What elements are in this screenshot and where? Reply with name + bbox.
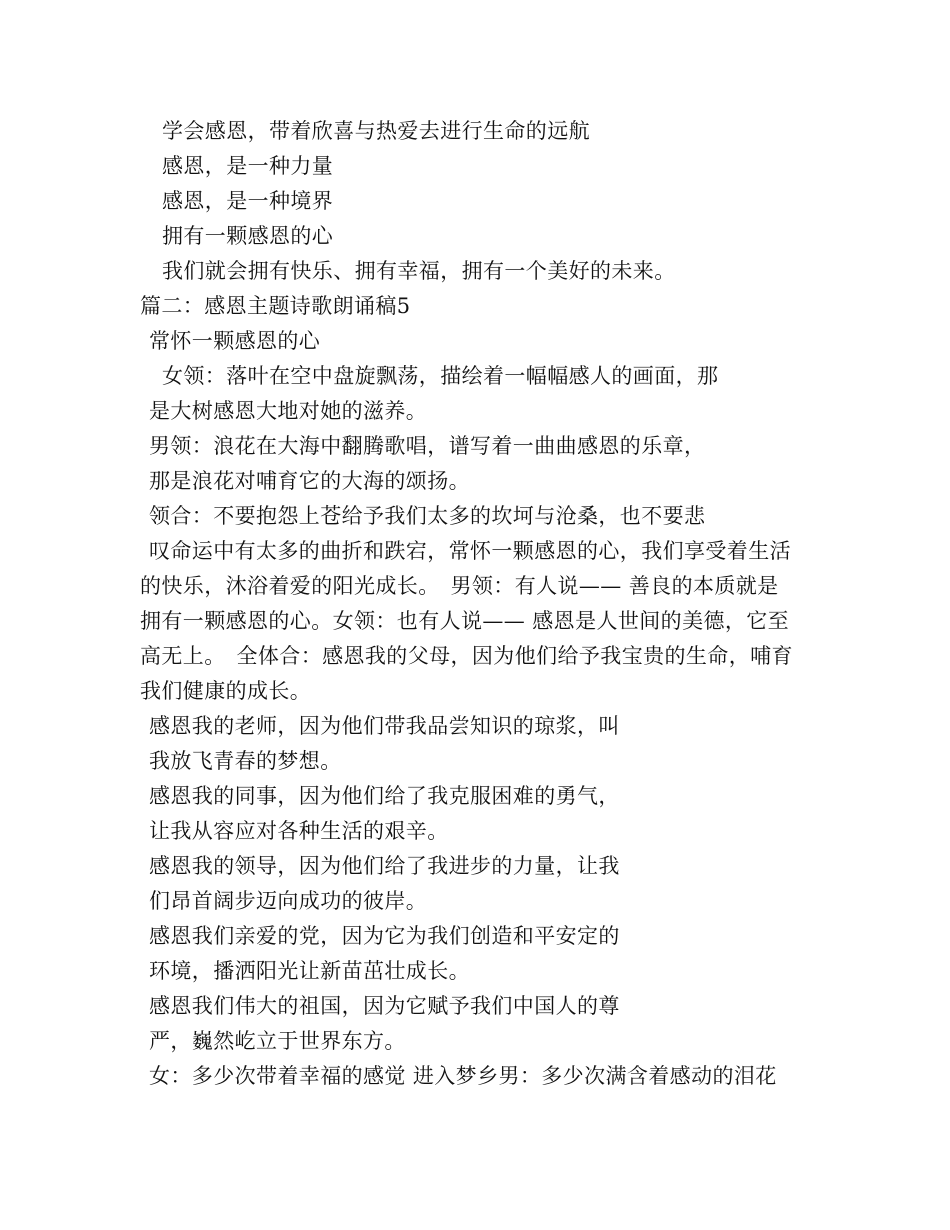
text-line: 感恩，是一种力量 xyxy=(162,154,334,178)
text-line: 感恩，是一种境界 xyxy=(162,189,334,213)
text-line: 感恩我的领导，因为他们给了我进步的力量，让我 xyxy=(149,854,620,878)
poem-title: 常怀一颗感恩的心 xyxy=(149,329,321,353)
section-heading: 篇二：感恩主题诗歌朗诵稿5 xyxy=(140,294,411,318)
text-line: 感恩我的同事，因为他们给了我克服困难的勇气， xyxy=(149,784,620,808)
text-line: 的快乐，沐浴着爱的阳光成长。 男领：有人说—— 善良的本质就是 xyxy=(140,574,779,598)
text-line: 领合：不要抱怨上苍给予我们太多的坎坷与沧桑，也不要悲 xyxy=(149,504,706,528)
text-line: 感恩我们伟大的祖国，因为它赋予我们中国人的尊 xyxy=(149,994,620,1018)
text-line: 感恩我们亲爱的党，因为它为我们创造和平安定的 xyxy=(149,924,620,948)
text-line: 拥有一颗感恩的心。女领：也有人说—— 感恩是人世间的美德，它至 xyxy=(140,609,790,633)
text-line: 学会感恩，带着欣喜与热爱去进行生命的远航 xyxy=(162,119,590,143)
text-line: 我们就会拥有快乐、拥有幸福，拥有一个美好的未来。 xyxy=(162,259,676,283)
text-line: 是大树感恩大地对她的滋养。 xyxy=(149,399,428,423)
text-line: 我们健康的成长。 xyxy=(140,679,312,703)
text-line: 高无上。 全体合：感恩我的父母，因为他们给予我宝贵的生命，哺育 xyxy=(140,644,793,668)
text-line: 叹命运中有太多的曲折和跌宕，常怀一颗感恩的心，我们享受着生活 xyxy=(149,539,791,563)
text-line: 我放飞青春的梦想。 xyxy=(149,749,342,773)
text-line: 感恩我的老师，因为他们带我品尝知识的琼浆，叫 xyxy=(149,714,620,738)
text-line: 严，巍然屹立于世界东方。 xyxy=(149,1029,406,1053)
text-line: 女：多少次带着幸福的感觉 进入梦乡男：多少次满含着感动的泪花 xyxy=(149,1064,777,1088)
text-line: 拥有一颗感恩的心 xyxy=(162,224,334,248)
text-line: 女领：落叶在空中盘旋飘荡，描绘着一幅幅感人的画面，那 xyxy=(162,364,719,388)
text-line: 环境，播洒阳光让新苗茁壮成长。 xyxy=(149,959,470,983)
text-line: 们昂首阔步迈向成功的彼岸。 xyxy=(149,889,428,913)
text-line: 那是浪花对哺育它的大海的颂扬。 xyxy=(149,469,470,493)
text-line: 让我从容应对各种生活的艰辛。 xyxy=(149,819,449,843)
text-line: 男领：浪花在大海中翻腾歌唱，谱写着一曲曲感恩的乐章， xyxy=(149,434,706,458)
